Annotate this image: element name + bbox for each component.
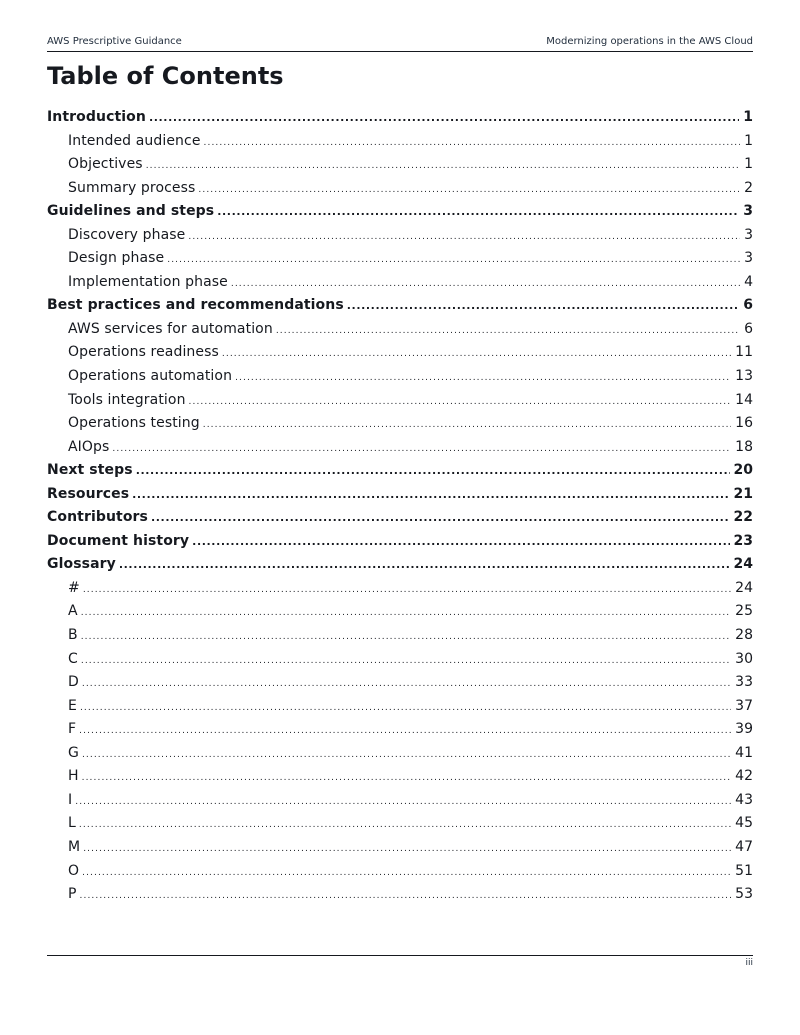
footer-page-number: iii [745, 958, 753, 968]
toc-entry[interactable] [47, 671, 753, 695]
toc-entry[interactable] [47, 883, 753, 907]
toc-dot-leader [82, 744, 731, 768]
page-header [47, 35, 753, 52]
toc-entry-label[interactable]: M [68, 838, 81, 855]
toc-entry[interactable] [47, 836, 753, 860]
toc-entry-label[interactable]: I [68, 791, 73, 808]
header-guide-name: AWS Prescriptive Guidance [47, 36, 182, 47]
toc-entry-label[interactable]: D [68, 674, 79, 691]
toc-entry[interactable] [47, 177, 753, 201]
toc-entry-page-number[interactable]: 3 [744, 226, 753, 243]
toc-entry-label[interactable]: Best practices and recommendations [47, 297, 344, 314]
toc-entry-page-number[interactable]: 1 [744, 156, 753, 173]
toc-entry-page-number[interactable]: 42 [735, 768, 753, 785]
toc-entry-label[interactable]: Document history [47, 532, 190, 549]
toc-entry[interactable] [47, 600, 753, 624]
toc-dot-leader [82, 767, 732, 791]
header-document-title: Modernizing operations in the AWS Cloud [546, 36, 753, 47]
toc-dot-leader [198, 179, 740, 203]
toc-entry-page-number[interactable]: 4 [744, 273, 753, 290]
toc-entry-label[interactable]: P [68, 886, 77, 903]
toc-dot-leader [82, 862, 731, 886]
toc-dot-leader [276, 320, 740, 344]
toc-dot-leader [347, 294, 739, 318]
toc-dot-leader [235, 367, 731, 391]
toc-dot-leader [75, 791, 731, 815]
toc-dot-leader [204, 132, 741, 156]
toc-entry-page-number[interactable]: 13 [735, 368, 753, 385]
toc-entry-label[interactable]: O [68, 862, 80, 879]
toc-entry-page-number[interactable]: 2 [744, 179, 753, 196]
table-of-contents [47, 106, 753, 907]
toc-dot-leader [231, 273, 740, 297]
toc-entry-label[interactable]: Discovery phase [68, 226, 186, 243]
toc-entry-page-number[interactable]: 51 [735, 862, 753, 879]
toc-dot-leader [83, 579, 731, 603]
toc-entry[interactable] [47, 247, 753, 271]
toc-entry[interactable] [47, 294, 753, 318]
toc-entry-label[interactable]: Next steps [47, 462, 133, 479]
toc-dot-leader [189, 391, 732, 415]
toc-dot-leader [79, 720, 731, 744]
toc-entry-label[interactable]: Tools integration [68, 391, 186, 408]
toc-entry-page-number[interactable]: 1 [744, 132, 753, 149]
toc-entry-label[interactable]: Introduction [47, 109, 146, 125]
toc-entry-page-number[interactable]: 45 [735, 815, 753, 832]
toc-entry-label[interactable]: Guidelines and steps [47, 203, 215, 220]
toc-dot-leader [188, 226, 740, 250]
toc-dot-leader [80, 885, 732, 909]
toc-entry-label[interactable]: Contributors [47, 509, 148, 526]
toc-entry[interactable] [47, 695, 753, 719]
toc-dot-leader [146, 155, 740, 179]
toc-entry[interactable] [47, 483, 753, 507]
toc-entry-page-number[interactable]: 3 [743, 203, 753, 220]
toc-entry-page-number[interactable]: 1 [743, 109, 753, 125]
toc-dot-leader [81, 626, 731, 650]
toc-dot-leader [119, 553, 730, 577]
toc-entry-page-number[interactable]: 11 [735, 344, 753, 361]
toc-entry-page-number[interactable]: 37 [735, 697, 753, 714]
toc-entry-page-number[interactable]: 33 [735, 674, 753, 691]
toc-entry-label[interactable]: Operations readiness [68, 344, 219, 361]
toc-entry[interactable] [47, 742, 753, 766]
toc-entry-label[interactable]: H [68, 768, 79, 785]
toc-entry-label[interactable]: AIOps [68, 438, 110, 455]
toc-entry[interactable] [47, 106, 753, 130]
toc-dot-leader [80, 697, 731, 721]
toc-dot-leader [82, 673, 731, 697]
toc-entry[interactable] [47, 436, 753, 460]
toc-entry-label[interactable]: A [68, 603, 78, 620]
toc-entry[interactable] [47, 789, 753, 813]
toc-entry-page-number[interactable]: 18 [735, 438, 753, 455]
toc-dot-leader [136, 459, 730, 483]
toc-entry-label[interactable]: B [68, 627, 78, 644]
toc-entry-label[interactable]: AWS services for automation [68, 320, 273, 337]
toc-entry-page-number[interactable]: 30 [735, 650, 753, 667]
toc-entry-page-number[interactable]: 21 [733, 485, 753, 502]
toc-entry[interactable] [47, 765, 753, 789]
toc-entry-page-number[interactable]: 25 [735, 603, 753, 620]
toc-dot-leader [222, 343, 731, 367]
toc-entry-page-number[interactable]: 23 [733, 532, 753, 549]
toc-entry-page-number[interactable]: 14 [735, 391, 753, 408]
toc-entry-page-number[interactable]: 43 [735, 791, 753, 808]
toc-dot-leader [81, 650, 731, 674]
toc-dot-leader [192, 530, 729, 554]
toc-entry[interactable] [47, 812, 753, 836]
toc-dot-leader [151, 506, 730, 530]
toc-entry-page-number[interactable]: 24 [733, 556, 753, 573]
toc-entry-page-number[interactable]: 47 [735, 838, 753, 855]
toc-entry-label[interactable]: Operations testing [68, 415, 200, 432]
toc-dot-leader [217, 200, 739, 224]
toc-dot-leader [79, 814, 731, 838]
toc-dot-leader [112, 438, 731, 462]
toc-entry[interactable] [47, 530, 753, 554]
toc-entry-label[interactable]: Summary process [68, 179, 196, 196]
toc-entry-label[interactable]: Operations automation [68, 368, 233, 385]
toc-entry[interactable] [47, 506, 753, 530]
toc-entry-page-number[interactable]: 28 [735, 627, 753, 644]
toc-dot-leader [132, 483, 729, 507]
toc-entry-label[interactable]: G [68, 744, 79, 761]
toc-entry-page-number[interactable]: 3 [744, 250, 753, 267]
toc-dot-leader [167, 249, 740, 273]
toc-entry[interactable] [47, 341, 753, 365]
toc-entry[interactable] [47, 624, 753, 648]
toc-entry[interactable] [47, 648, 753, 672]
toc-entry-page-number[interactable]: 6 [743, 297, 753, 314]
toc-entry[interactable] [47, 860, 753, 884]
toc-entry[interactable] [47, 577, 753, 601]
toc-entry[interactable] [47, 200, 753, 224]
toc-entry-page-number[interactable]: 24 [735, 579, 753, 596]
toc-dot-leader [83, 838, 731, 862]
toc-entry-label[interactable]: Design phase [68, 250, 165, 267]
toc-entry-page-number[interactable]: 20 [733, 462, 753, 479]
toc-dot-leader [203, 414, 731, 438]
toc-entry[interactable] [47, 389, 753, 413]
toc-entry-label[interactable]: Implementation phase [68, 273, 228, 290]
page-footer [47, 955, 753, 972]
toc-entry-page-number[interactable]: 41 [735, 744, 753, 761]
toc-entry-page-number[interactable]: 16 [735, 415, 753, 432]
toc-entry-label[interactable]: E [68, 697, 77, 714]
toc-dot-leader [149, 106, 739, 130]
toc-entry[interactable] [47, 459, 753, 483]
toc-entry-page-number[interactable]: 53 [735, 886, 753, 903]
toc-entry-label[interactable]: Glossary [47, 556, 116, 573]
toc-entry-label[interactable]: F [68, 721, 77, 738]
toc-entry[interactable] [47, 224, 753, 248]
toc-entry-page-number[interactable]: 6 [744, 320, 753, 337]
toc-entry-label[interactable]: Objectives [68, 156, 143, 173]
toc-entry-page-number[interactable]: 39 [735, 721, 753, 738]
toc-entry[interactable] [47, 271, 753, 295]
toc-entry-label[interactable]: C [68, 650, 78, 667]
toc-entry[interactable] [47, 153, 753, 177]
toc-entry-label[interactable]: L [68, 815, 76, 832]
toc-entry[interactable] [47, 365, 753, 389]
toc-entry-page-number[interactable]: 22 [733, 509, 753, 526]
toc-dot-leader [81, 602, 731, 626]
toc-entry[interactable] [47, 318, 753, 342]
toc-entry[interactable] [47, 718, 753, 742]
toc-entry-label[interactable]: Intended audience [68, 132, 201, 149]
toc-entry[interactable] [47, 553, 753, 577]
toc-entry-label[interactable]: # [68, 579, 80, 596]
page-title: Table of Contents [47, 62, 284, 90]
toc-entry[interactable] [47, 130, 753, 154]
toc-entry-label[interactable]: Resources [47, 485, 130, 502]
toc-entry[interactable] [47, 412, 753, 436]
